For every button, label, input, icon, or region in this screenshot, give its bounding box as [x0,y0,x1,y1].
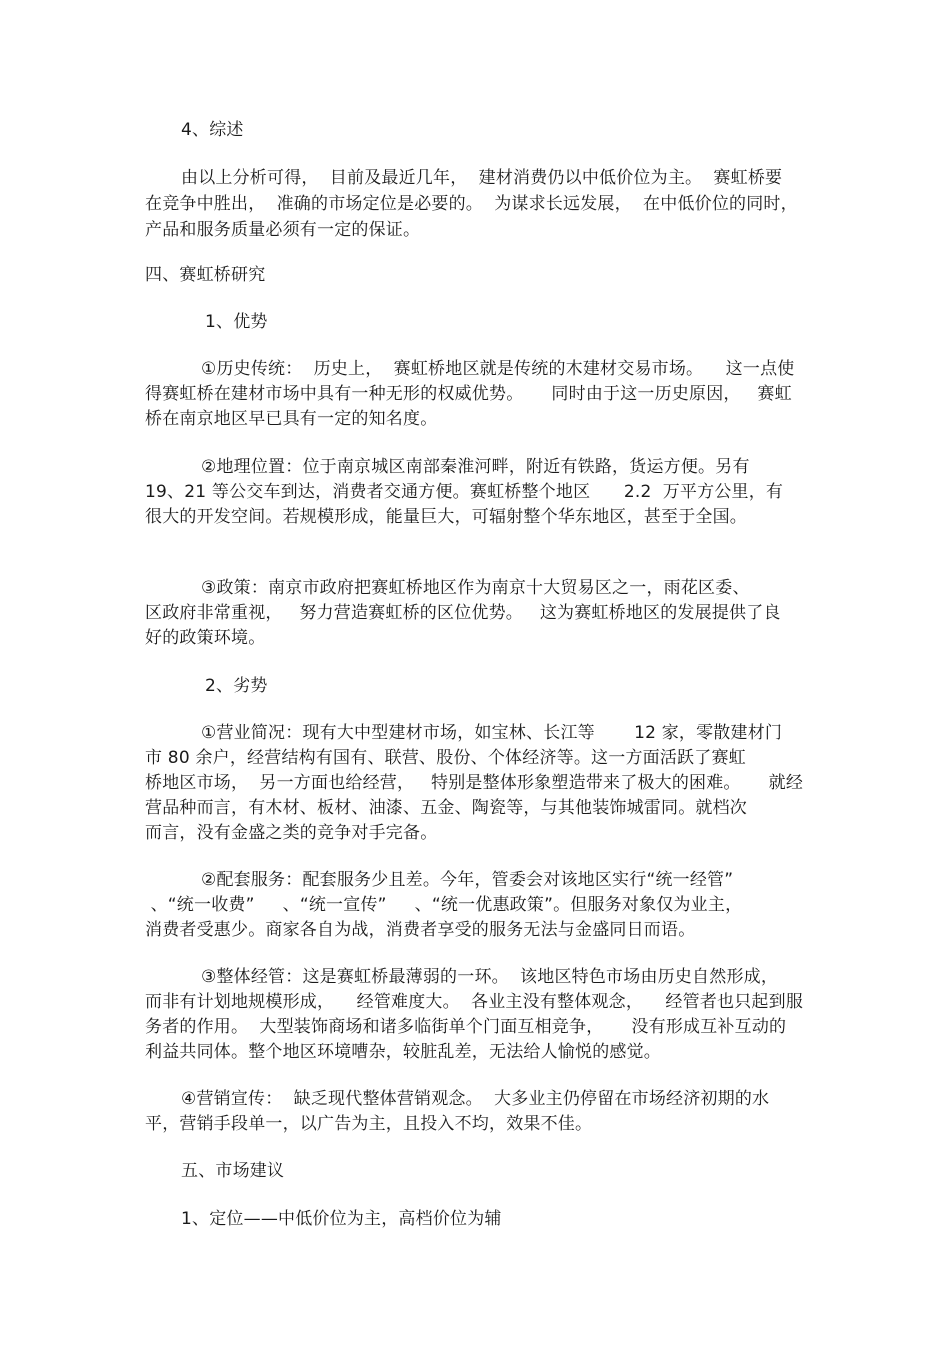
subheading-disadvantages: 2、劣势 [205,676,268,696]
paragraph-line: ②地理位置：位于南京城区南部秦淮河畔，附近有铁路，货运方便。另有 [201,457,750,477]
paragraph-line: 好的政策环境。 [145,628,266,648]
paragraph-line: 桥在南京地区早已具有一定的知名度。 [145,409,438,429]
paragraph-line: 市 80 余户，经营结构有国有、联营、股份、个体经济等。这一方面活跃了赛虹 [145,748,746,768]
paragraph-line: ①营业简况：现有大中型建材市场，如宝林、长江等 12 家，零散建材门 [201,723,783,743]
paragraph-line: 区政府非常重视， 努力营造赛虹桥的区位优势。 这为赛虹桥地区的发展提供了良 [145,603,781,623]
paragraph-line: 桥地区市场， 另一方面也给经营， 特别是整体形象塑造带来了极大的困难。 就经 [145,773,804,793]
paragraph-line: 而非有计划地规模形成， 经管难度大。 各业主没有整体观念， 经管者也只起到服 [145,992,804,1012]
paragraph-line: 利益共同体。整个地区环境嘈杂，较脏乱差，无法给人愉悦的感觉。 [145,1042,661,1062]
subheading-advantages: 1、优势 [205,312,268,332]
paragraph-line: 由以上分析可得， 目前及最近几年， 建材消费仍以中低价位为主。 赛虹桥要 [181,168,783,188]
paragraph-line: ④营销宣传： 缺乏现代整体营销观念。 大多业主仍停留在市场经济初期的水 [181,1089,770,1109]
paragraph-line: 消费者受惠少。商家各自为战，消费者享受的服务无法与金盛同日而语。 [145,920,696,940]
paragraph-line: 产品和服务质量必须有一定的保证。 [145,220,421,240]
section-heading-research: 四、赛虹桥研究 [145,265,266,285]
paragraph-line: ③政策：南京市政府把赛虹桥地区作为南京十大贸易区之一，雨花区委、 [201,578,750,598]
paragraph-line: ①历史传统： 历史上， 赛虹桥地区就是传统的木建材交易市场。 这一点使 [201,359,795,379]
paragraph-line: 务者的作用。 大型装饰商场和诸多临街单个门面互相竞争， 没有形成互补互动的 [145,1017,787,1037]
paragraph-line: 、“统一收费” 、“统一宣传” 、“统一优惠政策”。但服务对象仅为业主， [145,895,743,915]
subheading-positioning: 1、定位——中低价位为主，高档价位为辅 [181,1209,502,1229]
paragraph-line: 营品种而言，有木材、板材、油漆、五金、陶瓷等，与其他装饰城雷同。就档次 [145,798,747,818]
section-heading-recommendations: 五、市场建议 [181,1161,285,1181]
paragraph-line: 而言，没有金盛之类的竞争对手完备。 [145,823,438,843]
heading-summary: 4、综述 [181,120,244,140]
paragraph-line: 很大的开发空间。若规模形成，能量巨大，可辐射整个华东地区，甚至于全国。 [145,507,747,527]
paragraph-line: ②配套服务：配套服务少且差。今年，管委会对该地区实行“统一经管” [201,870,734,890]
paragraph-line: 得赛虹桥在建材市场中具有一种无形的权威优势。 同时由于这一历史原因， 赛虹 [145,384,792,404]
paragraph-line: ③整体经管：这是赛虹桥最薄弱的一环。 该地区特色市场由历史自然形成， [201,967,779,987]
paragraph-line: 19、21 等公交车到达，消费者交通方便。赛虹桥整个地区 2.2 万平方公里，有 [145,482,784,502]
paragraph-line: 在竞争中胜出， 准确的市场定位是必要的。 为谋求长远发展， 在中低价位的同时， [145,194,798,214]
paragraph-line: 平，营销手段单一，以广告为主，且投入不均，效果不佳。 [145,1114,593,1134]
